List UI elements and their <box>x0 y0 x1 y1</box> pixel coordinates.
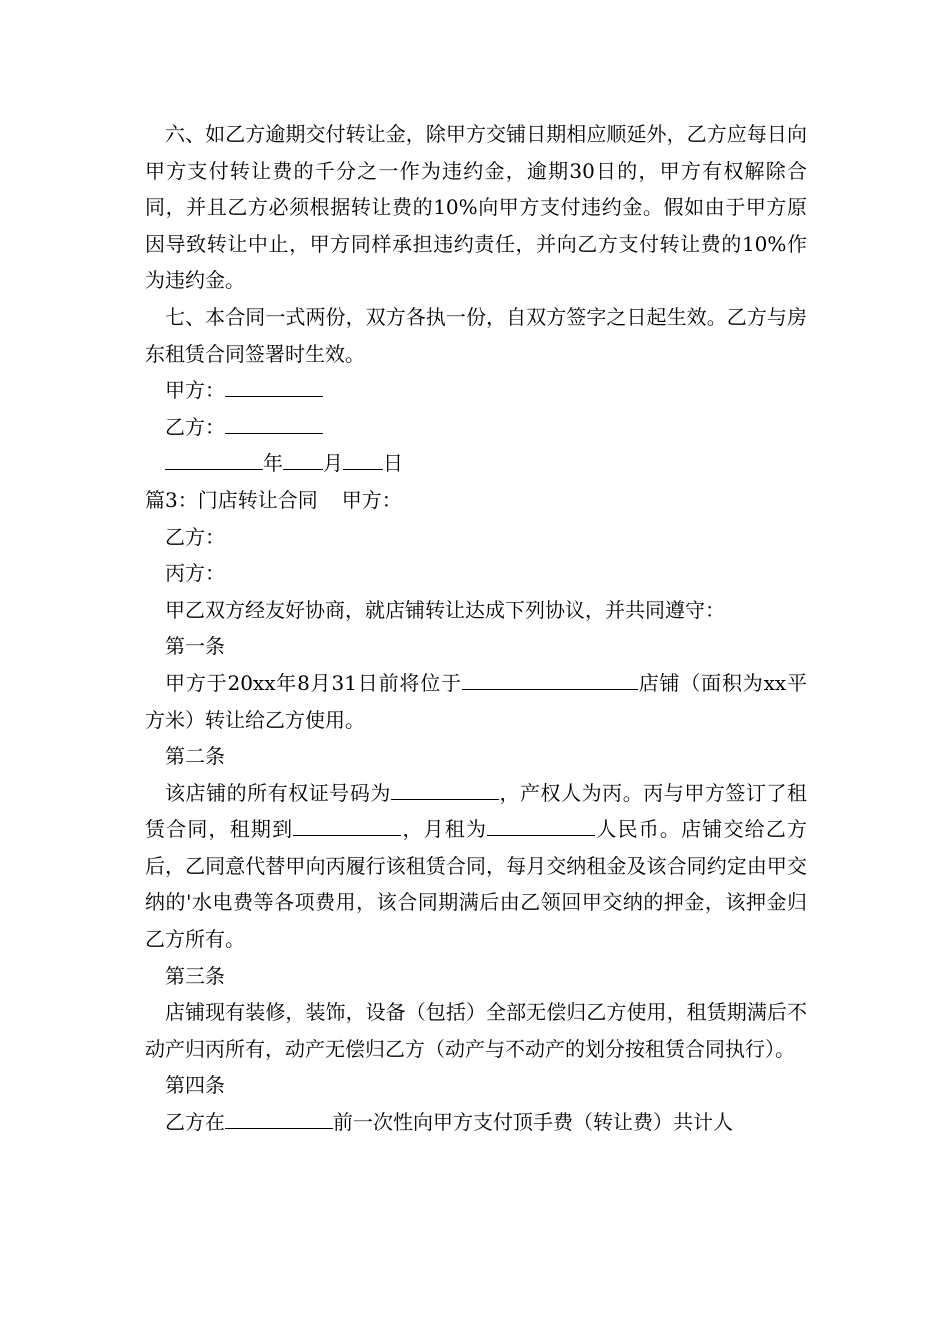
section3-party-b: 乙方： <box>165 524 225 549</box>
signature-party-b-label: 乙方： <box>165 414 225 439</box>
section3-party-a: 甲方： <box>341 487 402 512</box>
payment-date-blank <box>225 1107 333 1129</box>
signature-party-a-blank <box>225 375 323 397</box>
article-4-text-part: 乙方在 <box>165 1110 225 1135</box>
article-2-text-part: 该店铺的所有权证号码为 <box>165 780 391 805</box>
date-month-blank <box>283 448 323 470</box>
signature-party-a-label: 甲方： <box>165 378 225 403</box>
article-2-text <box>145 775 807 958</box>
date-day-label: 日 <box>383 451 403 476</box>
article-4-title: 第四条 <box>165 1073 225 1098</box>
article-3-title: 第三条 <box>165 963 225 988</box>
signature-party-b-blank <box>225 412 323 434</box>
certificate-number-blank <box>391 778 499 800</box>
date-month-label: 月 <box>323 451 343 476</box>
clause-seven: 七、本合同一式两份，双方各执一份，自双方签字之日起生效。乙方与房东租赁合同签署时生效。 <box>145 304 807 366</box>
article-2-text-part: 人民币。店铺交给乙方后，乙同意代替甲向丙履行该租赁合同，每月交纳租金及该合同约定由甲交纳的'水电费等各项费用，该合同期满后由乙领回甲交纳的押金，该押金归乙方所有。 <box>145 817 808 952</box>
date-year-label: 年 <box>263 451 283 476</box>
section3-intro: 甲乙双方经友好协商，就店铺转让达成下列协议，并共同遵守： <box>165 597 725 622</box>
monthly-rent-blank <box>487 814 595 836</box>
article-1-text <box>145 665 807 738</box>
section3-heading <box>145 482 807 519</box>
shop-location-blank <box>462 668 638 690</box>
article-2-text-part: ，月租为 <box>401 817 488 842</box>
clause-six: 六、如乙方逾期交付转让金，除甲方交铺日期相应顺延外，乙方应每日向甲方支付转让费的千分之一作为违约金，逾期30日的，甲方有权解除合同，并且乙方必须根据转让费的10%向甲方支付违约金。假如由于甲方原因导致转让中止，甲方同样承担违约责任，并向乙方支付转让费的10%作为违约金。 <box>145 122 807 293</box>
signature-party-a <box>145 372 807 409</box>
signature-date <box>145 445 807 482</box>
article-1-text-part: 甲方于20xx年8月31日前将位于 <box>165 670 462 695</box>
signature-party-b <box>145 409 807 446</box>
article-4-text <box>145 1104 807 1141</box>
article-4-text-part: 前一次性向甲方支付顶手费（转让费）共计人 <box>333 1110 733 1135</box>
article-1-title: 第一条 <box>165 634 225 659</box>
article-1-text-part: 店铺（面积为xx平方米）转让给乙方使用。 <box>145 670 808 732</box>
date-year-blank <box>165 448 263 470</box>
lease-end-blank <box>293 814 401 836</box>
article-2-title: 第二条 <box>165 744 225 769</box>
article-3-text: 店铺现有装修，装饰，设备（包括）全部无偿归乙方使用，租赁期满后不动产归丙所有，动产无偿归乙方（动产与不动产的划分按租赁合同执行）。 <box>145 1000 807 1061</box>
article-2-text-part: ，产权人为丙。丙与甲方签订了租赁合同，租期到 <box>145 780 808 842</box>
document-body <box>145 116 807 1141</box>
section3-party-c: 丙方： <box>165 561 225 586</box>
section3-title: 篇3：门店转让合同 <box>145 487 318 512</box>
date-day-blank <box>343 448 383 470</box>
